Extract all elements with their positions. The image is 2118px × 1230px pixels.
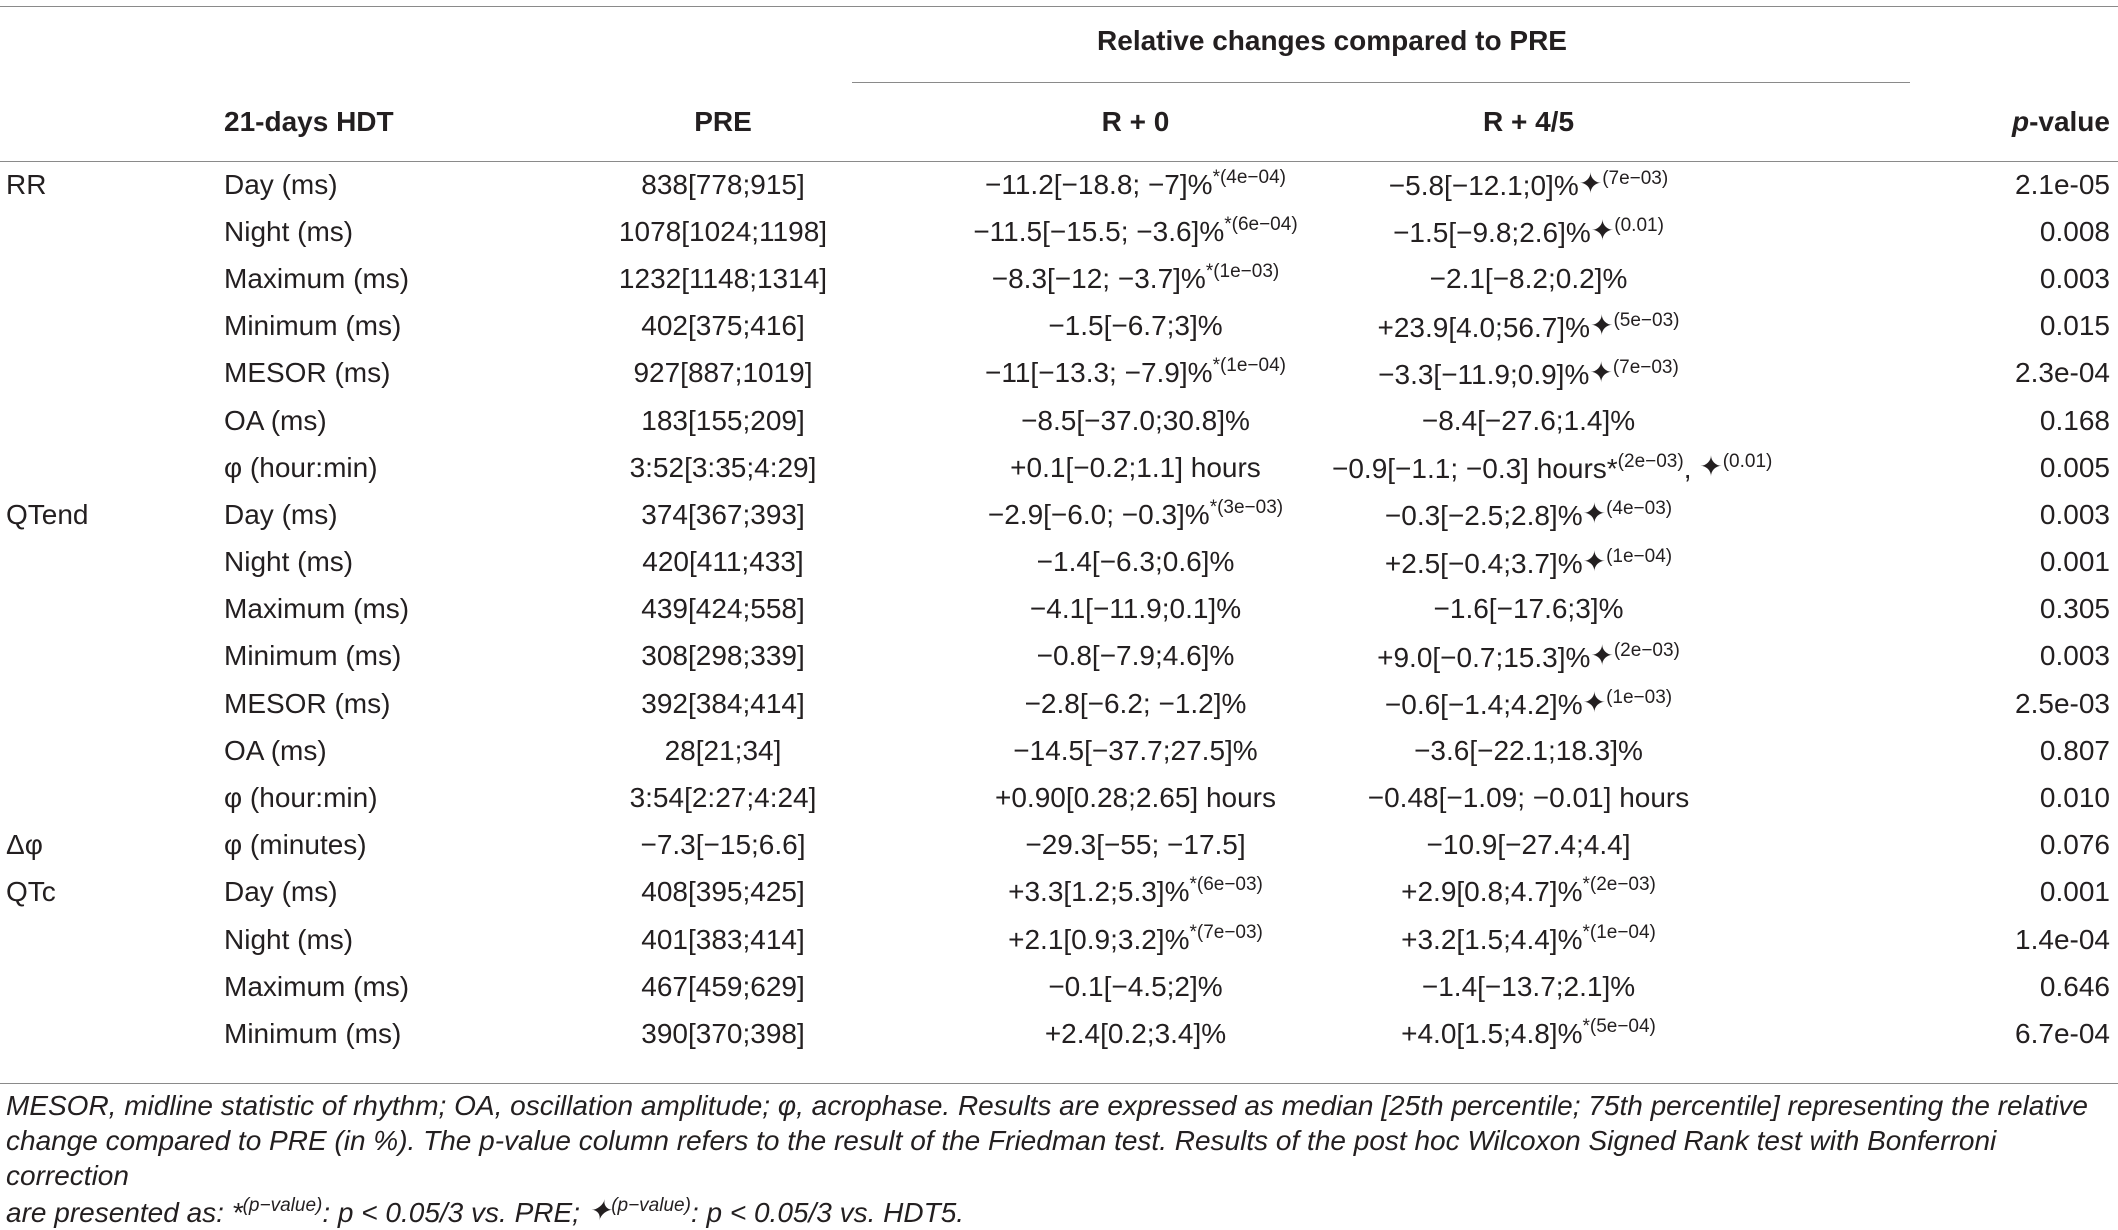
diamond-icon: ✦	[1582, 545, 1607, 577]
column-header-r45: R + 4/5	[1482, 105, 1575, 137]
cell-parameter: Minimum (ms)	[224, 640, 402, 672]
cell-group: QTend	[6, 498, 89, 530]
cell-pvalue: 0.305	[2039, 593, 2110, 625]
table-row	[0, 208, 2118, 255]
cell-group	[0, 916, 224, 963]
table-row	[0, 774, 2118, 821]
cell-r0: −14.5[−37.7;27.5]%	[1013, 734, 1258, 766]
cell-parameter: Maximum (ms)	[224, 593, 410, 625]
cell-pre: 374[367;393]	[641, 498, 805, 530]
cell-group: QTc	[6, 876, 56, 908]
cell-pre: 3:52[3:35;4:29]	[629, 451, 817, 483]
table-row	[0, 491, 2118, 538]
cell-group	[0, 539, 224, 586]
cell-parameter: φ (minutes)	[224, 829, 367, 861]
cell-pvalue: 1.4e-04	[2015, 923, 2110, 955]
cell-r0: −0.1[−4.5;2]%	[1048, 970, 1223, 1002]
cell-pre: 308[298;339]	[641, 640, 805, 672]
table-row	[0, 255, 2118, 302]
cell-pre: 408[395;425]	[641, 876, 805, 908]
table-row	[0, 1010, 2118, 1057]
cell-pvalue: 0.646	[2039, 970, 2110, 1002]
table-row	[0, 869, 2118, 916]
cell-pre: 1232[1148;1314]	[618, 262, 828, 294]
cell-pvalue: 2.3e-04	[2015, 357, 2110, 389]
cell-pre: 927[887;1019]	[633, 357, 813, 389]
diamond-icon: ✦	[1582, 498, 1607, 530]
cell-pre: 838[778;915]	[641, 168, 805, 200]
cell-parameter: Night (ms)	[224, 546, 354, 578]
column-header-hdt: 21-days HDT	[224, 105, 394, 137]
cell-pre: 28[21;34]	[664, 734, 782, 766]
cell-parameter: Minimum (ms)	[224, 310, 402, 342]
cell-pre: 467[459;629]	[641, 970, 805, 1002]
cell-pvalue: 0.168	[2039, 404, 2110, 436]
cell-group	[0, 350, 224, 397]
cell-r0: −0.8[−7.9;4.6]%	[1036, 640, 1235, 672]
cell-parameter: Maximum (ms)	[224, 970, 410, 1002]
cell-pvalue: 6.7e-04	[2015, 1017, 2110, 1049]
diamond-icon: ✦	[1578, 168, 1603, 200]
table-row	[0, 633, 2118, 680]
cell-pvalue: 0.003	[2039, 262, 2110, 294]
cell-r0: −8.5[−37.0;30.8]%	[1021, 404, 1250, 436]
diamond-icon: ✦	[1699, 451, 1723, 483]
footnote-line: are presented as: *$^{(p-value)}$: p < 0.05/3 vs. PRE; ✦$^{(p-value)}$: p < 0.05/3 vs. HDT5.	[6, 1195, 965, 1228]
cell-parameter: Night (ms)	[224, 923, 354, 955]
table-footnote	[6, 1088, 2106, 1230]
footnote-line: MESOR, midline statistic of rhythm; OA, oscillation amplitude; φ, acrophase. Results are expressed as median [25th percentile; 75th percentile] representing the relative	[6, 1090, 2088, 1121]
cell-r45: −0.48[−1.09; −0.01] hours	[1367, 782, 1690, 814]
table-row	[0, 303, 2118, 350]
cell-group: RR	[6, 168, 47, 200]
cell-parameter: MESOR (ms)	[224, 687, 391, 719]
diamond-icon: ✦	[1589, 356, 1613, 388]
cell-r45: −0.3[−2.5;2.8]%✦$^{(4e-03)}$	[1384, 498, 1673, 532]
cell-pre: 401[383;414]	[641, 923, 805, 955]
cell-pre: 1078[1024;1198]	[618, 215, 828, 247]
cell-r0: +0.90[0.28;2.65] hours	[995, 782, 1276, 814]
cell-group: Δφ	[6, 829, 43, 861]
cell-group	[0, 208, 224, 255]
cell-parameter: Minimum (ms)	[224, 1017, 402, 1049]
cell-parameter: Day (ms)	[224, 168, 338, 200]
cell-r45: −8.4[−27.6;1.4]%	[1421, 404, 1636, 436]
table-row	[0, 539, 2118, 586]
table-row	[0, 727, 2118, 774]
cell-r45: +9.0[−0.7;15.3]%✦$^{(2e-03)}$	[1377, 639, 1680, 673]
cell-group	[0, 727, 224, 774]
cell-pvalue: 0.005	[2039, 451, 2110, 483]
table-row	[0, 444, 2118, 491]
cell-r0: −2.8[−6.2; −1.2]%	[1024, 687, 1247, 719]
cell-group	[0, 1010, 224, 1057]
table-row	[0, 963, 2118, 1010]
cell-r45: −1.6[−17.6;3]%	[1433, 593, 1624, 625]
cell-pvalue: 0.003	[2039, 640, 2110, 672]
column-header-r0: R + 0	[1101, 105, 1170, 137]
cell-r0: −2.9[−6.0; −0.3]%$^{*(3e-03)}$	[987, 496, 1284, 530]
asterisk-symbol: *	[231, 1197, 243, 1228]
cell-group	[0, 444, 224, 491]
cell-pre: 183[155;209]	[641, 404, 805, 436]
cell-r45: −3.6[−22.1;18.3]%	[1414, 734, 1643, 766]
cell-parameter: OA (ms)	[224, 734, 327, 766]
cell-group	[0, 397, 224, 444]
table-row	[0, 680, 2118, 727]
cell-r45: −0.9[−1.1; −0.3] hours*$^{(2e-03)}$, ✦$^{(0.01)}$	[1332, 451, 1773, 485]
cell-r0: +0.1[−0.2;1.1] hours	[1010, 451, 1261, 483]
cell-parameter: OA (ms)	[224, 404, 327, 436]
cell-pre: 392[384;414]	[641, 687, 805, 719]
table-body	[0, 161, 2118, 1058]
cell-r0: −11.5[−15.5; −3.6]%$^{*(6e-04)}$	[973, 213, 1298, 247]
cell-pvalue: 0.008	[2039, 215, 2110, 247]
cell-group	[0, 586, 224, 633]
footnote-line: change compared to PRE (in %). The p-value column refers to the result of the Friedman test. Results of the post hoc Wilcoxon Signed Rank test with Bonferroni correction	[6, 1125, 1997, 1191]
cell-parameter: MESOR (ms)	[224, 357, 391, 389]
cell-parameter: Day (ms)	[224, 876, 338, 908]
cell-group	[0, 680, 224, 727]
cell-pvalue: 0.010	[2039, 782, 2110, 814]
diamond-icon: ✦	[587, 1195, 612, 1226]
cell-pvalue: 0.076	[2039, 829, 2110, 861]
table-row	[0, 161, 2118, 208]
cell-pvalue: 0.003	[2039, 498, 2110, 530]
column-header-pvalue: p-value	[2011, 105, 2110, 137]
cell-group	[0, 255, 224, 302]
cell-group	[0, 633, 224, 680]
table-row	[0, 586, 2118, 633]
cell-r0: −8.3[−12; −3.7]%$^{*(1e-03)}$	[991, 260, 1280, 294]
cell-pvalue: 0.015	[2039, 310, 2110, 342]
cell-pre: 390[370;398]	[641, 1017, 805, 1049]
cell-pvalue: 0.807	[2039, 734, 2110, 766]
cell-r0: −11[−13.3; −7.9]%$^{*(1e-04)}$	[985, 355, 1286, 389]
cell-parameter: Maximum (ms)	[224, 262, 410, 294]
cell-r45: −2.1[−8.2;0.2]%	[1429, 262, 1628, 294]
cell-r0: −29.3[−55; −17.5]	[1025, 829, 1246, 861]
cell-r45: −10.9[−27.4;4.4]	[1426, 829, 1631, 861]
cell-group	[0, 303, 224, 350]
cell-r0: +2.1[0.9;3.2]%$^{*(7e-03)}$	[1008, 921, 1263, 955]
cell-r45: −5.8[−12.1;0]%✦$^{(7e-03)}$	[1388, 168, 1669, 202]
cell-parameter: φ (hour:min)	[224, 782, 378, 814]
cell-group	[0, 963, 224, 1010]
table-row	[0, 822, 2118, 869]
cell-r0: −1.5[−6.7;3]%	[1048, 310, 1223, 342]
cell-r0: +2.4[0.2;3.4]%	[1044, 1017, 1227, 1049]
cell-r0: −11.2[−18.8; −7]%$^{*(4e-04)}$	[985, 166, 1286, 200]
diamond-icon: ✦	[1590, 215, 1615, 247]
cell-r0: −1.4[−6.3;0.6]%	[1036, 546, 1235, 578]
diamond-icon: ✦	[1582, 687, 1607, 719]
cell-pre: 420[411;433]	[642, 546, 804, 578]
column-header-pre: PRE	[694, 105, 752, 137]
cell-r45: −1.5[−9.8;2.6]%✦$^{(0.01)}$	[1393, 215, 1664, 249]
diamond-icon: ✦	[1590, 309, 1614, 341]
cell-group	[0, 774, 224, 821]
table-row	[0, 350, 2118, 397]
cell-pvalue: 2.5e-03	[2015, 687, 2110, 719]
table-row	[0, 916, 2118, 963]
cell-r0: +3.3[1.2;5.3]%$^{*(6e-03)}$	[1008, 874, 1263, 908]
cell-r45: +4.0[1.5;4.8]%$^{*(5e-04)}$	[1401, 1015, 1656, 1049]
cell-r45: +23.9[4.0;56.7]%✦$^{(5e-03)}$	[1377, 309, 1680, 343]
cell-parameter: φ (hour:min)	[224, 451, 378, 483]
cell-r45: +2.9[0.8;4.7]%$^{*(2e-03)}$	[1401, 874, 1656, 908]
bottom-rule	[0, 1083, 2118, 1084]
cell-r45: −0.6[−1.4;4.2]%✦$^{(1e-03)}$	[1384, 687, 1673, 721]
cell-pre: 439[424;558]	[641, 593, 805, 625]
group-header-label: Relative changes compared to PRE	[1097, 25, 1567, 56]
cell-pre: 402[375;416]	[641, 310, 805, 342]
cell-r45: −3.3[−11.9;0.9]%✦$^{(7e-03)}$	[1378, 356, 1679, 390]
table-row	[0, 397, 2118, 444]
group-header	[939, 0, 1725, 82]
cell-pvalue: 0.001	[2039, 546, 2110, 578]
cell-pre: −7.3[−15;6.6]	[640, 829, 806, 861]
diamond-icon: ✦	[1590, 639, 1614, 671]
cell-parameter: Day (ms)	[224, 498, 338, 530]
cell-parameter: Night (ms)	[224, 215, 354, 247]
cell-r45: +2.5[−0.4;3.7]%✦$^{(1e-04)}$	[1384, 545, 1673, 579]
cell-r45: −1.4[−13.7;2.1]%	[1421, 970, 1636, 1002]
cell-pvalue: 0.001	[2039, 876, 2110, 908]
cell-pre: 3:54[2:27;4:24]	[629, 782, 817, 814]
cell-r0: −4.1[−11.9;0.1]%	[1029, 593, 1242, 625]
cell-pvalue: 2.1e-05	[2015, 168, 2110, 200]
cell-r45: +3.2[1.5;4.4]%$^{*(1e-04)}$	[1401, 921, 1656, 955]
